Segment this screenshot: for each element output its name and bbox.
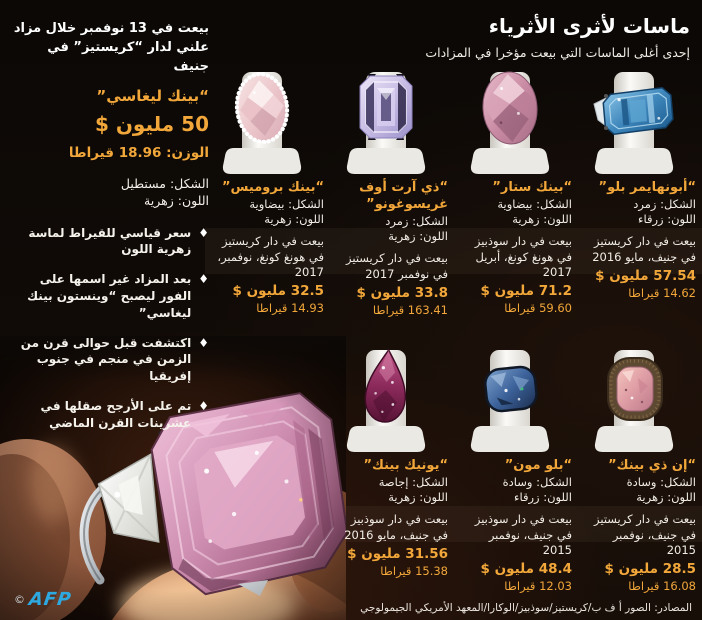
- diamond-price: 32.5 مليون $: [232, 283, 324, 300]
- page-title: ماسات لأثرى الأثرياء: [488, 14, 690, 38]
- copyright-symbol: ©: [14, 593, 25, 606]
- diamond-sale-info: بيعت في دار كريستيز في جنيف، مايو 2016: [592, 234, 696, 264]
- diamond-photo-lavender-emerald: [324, 62, 448, 178]
- diamond-name: “بينك بروميس”: [222, 180, 324, 195]
- diamond-sale-info: بيعت في دار سوذبيز في هونغ كونغ، أبريل 2017: [474, 234, 572, 280]
- diamond-photo-pink-cushion-halo: [572, 340, 696, 456]
- fact-item: [10, 271, 209, 321]
- diamond-photo-pale-pink-oval-halo: [200, 62, 324, 178]
- diamond-sale-info: بيعت في دار كريستيز في جنيف، نوفمبر 2015: [594, 512, 696, 558]
- bottom-diamond-row: [328, 340, 702, 593]
- diamond-shape: الشكل: إجاصة: [378, 474, 448, 489]
- diamond-color: اللون: زرقاء: [638, 212, 696, 227]
- diamond-bullet-icon: ♦: [198, 398, 209, 413]
- header: [390, 14, 690, 60]
- diamond-shape: الشكل: وسادة: [626, 474, 696, 489]
- diamond-photo-blue-emerald: [572, 62, 696, 178]
- diamond-carats: 14.62 قيراطا: [628, 286, 696, 301]
- diamond-name: “يونيك بينك”: [363, 458, 448, 473]
- diamond-carats: 59.60 قيراطا: [504, 301, 572, 316]
- featured-intro: بيعت في 13 نوفمبر خلال مزاد علني لدار “كريستيز” في جنيف: [13, 21, 209, 74]
- diamond-carats: 15.38 قيراطا: [380, 564, 448, 579]
- diamond-card-art-of-grisogono: [330, 62, 454, 317]
- fact-item: [10, 335, 209, 385]
- featured-facts-list: [10, 225, 209, 432]
- diamond-color: اللون: زرقاء: [514, 490, 572, 505]
- diamond-card-unique-pink: [330, 340, 454, 593]
- diamond-price: 57.54 مليون $: [595, 268, 696, 285]
- diamond-shape: الشكل: وسادة: [502, 474, 572, 489]
- diamond-price: 28.5 مليون $: [604, 561, 696, 578]
- diamond-shape: الشكل: زمرد: [385, 213, 448, 228]
- featured-diamond-panel: [0, 20, 213, 445]
- diamond-sale-info: بيعت في دار سوذبيز في جنيف، نوفمبر 2015: [474, 512, 572, 558]
- featured-price: 50 مليون $: [94, 111, 209, 136]
- diamond-price: 31.56 مليون $: [347, 546, 448, 563]
- diamond-photo-magenta-pear: [324, 340, 448, 456]
- diamond-shape: الشكل: بيضاوية: [249, 196, 324, 211]
- diamond-card-pink-star: [454, 62, 578, 317]
- diamond-color: اللون: زهرية: [636, 490, 696, 505]
- fact-text: تم على الأرجح صقلها في عشرينات القرن الماضي: [40, 398, 192, 430]
- diamond-bullet-icon: ♦: [198, 272, 209, 287]
- featured-color: اللون: زهرية: [144, 193, 209, 209]
- fact-item: [10, 398, 209, 432]
- diamond-color: اللون: زهرية: [388, 490, 448, 505]
- fact-text: سعر قياسي للقيراط لماسة زهرية اللون: [28, 225, 192, 257]
- diamond-card-oppenheimer-blue: [578, 62, 702, 317]
- diamond-carats: 14.93 قيراطا: [256, 301, 324, 316]
- diamond-name: “ذي آرت أوف غريسوغونو”: [359, 180, 448, 212]
- diamond-card-blue-moon: [454, 340, 578, 593]
- diamond-card-in-the-pink: [578, 340, 702, 593]
- diamond-sale-info: بيعت في دار سوذبيز في جنيف، مايو 2016: [344, 512, 448, 542]
- diamond-carats: 12.03 قيراطا: [504, 579, 572, 594]
- diamond-photo-blue-cushion: [448, 340, 572, 456]
- afp-logo: [14, 589, 71, 610]
- diamond-name: “أبونهايمر بلو”: [598, 180, 696, 195]
- afp-wordmark: AFP: [27, 589, 73, 610]
- diamond-carats: 163.41 قيراطا: [372, 302, 448, 317]
- diamond-name: “بينك ستار”: [492, 180, 572, 195]
- diamond-price: 48.4 مليون $: [480, 561, 572, 578]
- diamond-price: 71.2 مليون $: [480, 283, 572, 300]
- diamond-bullet-icon: ♦: [198, 225, 209, 240]
- diamond-shape: الشكل: زمرد: [633, 196, 696, 211]
- diamond-color: اللون: زهرية: [512, 212, 572, 227]
- diamond-bullet-icon: ♦: [198, 335, 209, 350]
- featured-shape: الشكل: مستطيل: [120, 175, 209, 191]
- diamond-sale-info: بيعت في دار كريستيز في نوفمبر 2017: [346, 251, 448, 281]
- diamond-sale-info: بيعت في دار كريستيز في هونغ كونغ، نوفمبر، 2017: [217, 234, 324, 280]
- diamond-shape: الشكل: بيضاوية: [497, 196, 572, 211]
- diamond-price: 33.8 مليون $: [356, 284, 448, 301]
- fact-item: [10, 225, 209, 259]
- page-subtitle: إحدى أغلى الماسات التي بيعت مؤخرا في المزادات: [425, 45, 690, 60]
- diamond-color: اللون: زهرية: [264, 212, 324, 227]
- featured-name: “بينك ليغاسي”: [96, 86, 209, 105]
- diamond-color: اللون: زهرية: [388, 229, 448, 244]
- diamond-name: “إن ذي بينك”: [608, 458, 696, 473]
- diamond-carats: 16.08 قيراطا: [628, 579, 696, 594]
- top-diamond-row: [205, 62, 702, 317]
- diamond-photo-pink-oval: [448, 62, 572, 178]
- fact-text: بعد المزاد غير اسمها على الفور ليصبح “وينستون بينك ليغاسي”: [27, 272, 192, 320]
- diamond-name: “بلو مون”: [504, 458, 572, 473]
- source-credit: المصادر: الصور أ ف ب/كريستيز/سوذبيز/الوكارا/المعهد الأمريكي الجيمولوجي: [360, 602, 692, 614]
- featured-weight: الوزن: 18.96 قيراطا: [68, 144, 209, 161]
- diamond-card-pink-promise: [206, 62, 330, 317]
- fact-text: اكتشفت قبل حوالى قرن من الزمن في منجم في جنوب إفريقيا: [20, 335, 192, 384]
